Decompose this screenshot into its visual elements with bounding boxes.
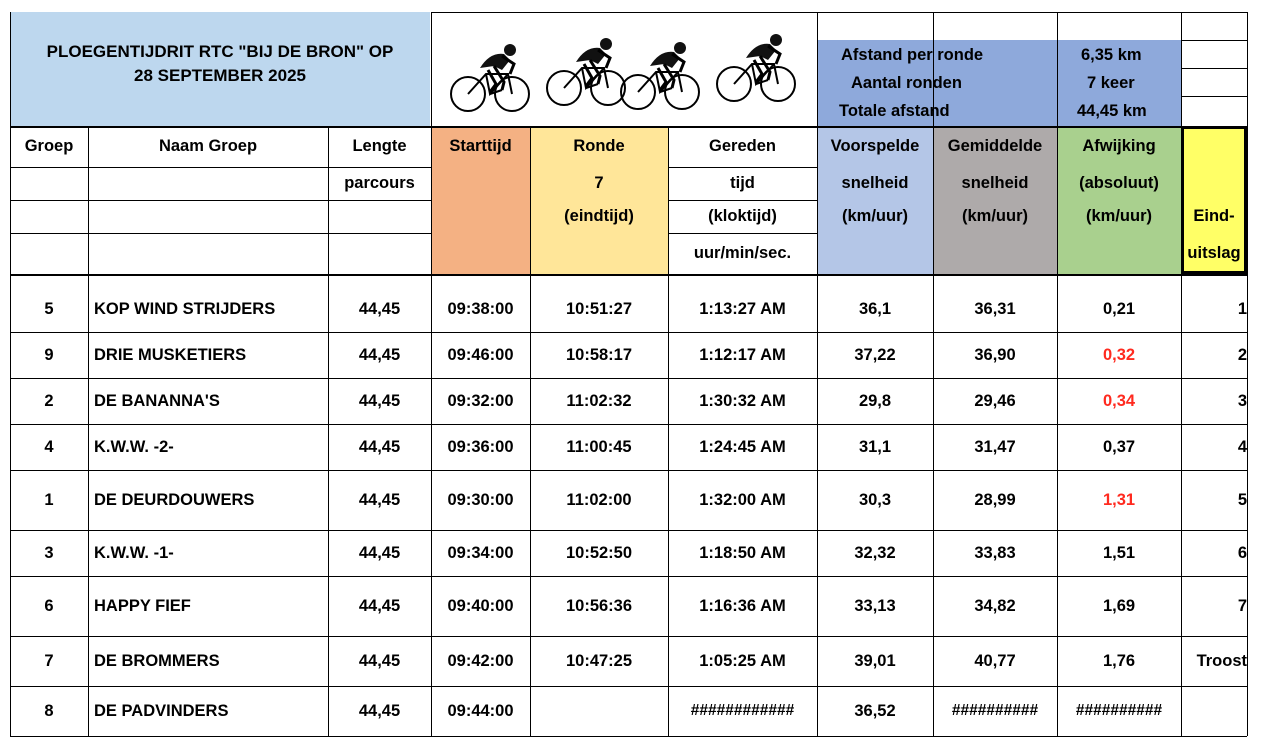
- header-gereden-line-1: Gereden: [709, 137, 776, 155]
- grid-vline: [530, 126, 531, 736]
- row-8-ronde: 10:47:25: [565, 651, 633, 670]
- header-uitslag-line-4: uitslag: [1187, 244, 1241, 262]
- row-4-groep: 4: [44, 437, 54, 456]
- row-9-start: 09:44:00: [447, 701, 514, 720]
- grid-vline: [88, 126, 89, 736]
- header-afwijking-line-1: Afwijking: [1082, 137, 1156, 155]
- header-ronde-line-3: (eindtijd): [564, 207, 634, 225]
- header-ronde-line-4: [530, 233, 668, 274]
- grid-hline: [10, 332, 1247, 333]
- row-8-start: 09:42:00: [447, 651, 514, 670]
- header-naam-line-3: [88, 200, 328, 233]
- row-7-afwijking: 1,69: [1102, 596, 1136, 615]
- header-naam-line-2: [88, 167, 328, 200]
- row-6-lengte: 44,45: [358, 543, 401, 562]
- grid-hline: [10, 686, 1247, 687]
- row-5-naam: DE DEURDOUWERS: [94, 490, 255, 509]
- grid-hline: [10, 424, 1247, 425]
- grid-vline: [431, 126, 432, 736]
- row-8-gemiddelde: 40,77: [974, 651, 1016, 670]
- row-3-uitslag: 3: [1237, 391, 1247, 410]
- grid-vline: [328, 126, 329, 736]
- info-label-total-distance: Totale afstand: [839, 102, 950, 120]
- header-afwijking-line-2: (absoluut): [1079, 174, 1159, 192]
- row-2-afwijking: 0,32: [1102, 345, 1136, 364]
- row-5-gereden: 1:32:00 AM: [699, 490, 786, 509]
- row-3-start: 09:32:00: [447, 391, 514, 410]
- row-3-naam: DE BANANNA'S: [94, 391, 220, 410]
- header-gemiddelde-line-3: (km/uur): [962, 207, 1028, 225]
- grid-hline: [668, 233, 817, 234]
- row-1-voorspelde: 36,1: [858, 299, 892, 318]
- row-2-gereden: 1:12:17 AM: [699, 345, 786, 364]
- row-1-gereden: 1:13:27 AM: [699, 299, 786, 318]
- row-8-gereden: 1:05:25 AM: [699, 651, 786, 670]
- row-5-gemiddelde: 28,99: [974, 490, 1016, 509]
- row-9-gereden: ############: [690, 702, 795, 719]
- header-lengte-line-4: [328, 233, 431, 274]
- row-5-afwijking: 1,31: [1102, 490, 1136, 509]
- header-lengte-line-2: parcours: [344, 174, 415, 192]
- header-naam-line-1: Naam Groep: [158, 137, 258, 155]
- grid-hline: [10, 736, 1247, 737]
- row-1-groep: 5: [44, 299, 54, 318]
- grid-vline: [817, 12, 818, 736]
- header-gereden-line-2: tijd: [730, 174, 755, 192]
- row-7-gemiddelde: 34,82: [974, 596, 1016, 615]
- header-lengte-line-1: Lengte: [352, 137, 407, 155]
- row-1-afwijking: 0,21: [1102, 299, 1136, 318]
- row-4-voorspelde: 31,1: [858, 437, 892, 456]
- grid-vline: [431, 12, 432, 126]
- header-groep-line-3: [10, 200, 88, 233]
- row-7-groep: 6: [44, 596, 54, 615]
- row-7-naam: HAPPY FIEF: [94, 596, 191, 615]
- row-5-uitslag: 5: [1237, 490, 1247, 509]
- header-voorspelde-line-1: Voorspelde: [830, 137, 920, 155]
- grid-vline: [1247, 12, 1248, 736]
- header-gereden-line-4: uur/min/sec.: [693, 244, 792, 262]
- row-8-naam: DE BROMMERS: [94, 651, 220, 670]
- header-groep-line-2: [10, 167, 88, 200]
- row-8-voorspelde: 39,01: [854, 651, 896, 670]
- header-voorspelde-line-2: snelheid: [841, 174, 909, 192]
- race-info-box: [817, 40, 1181, 126]
- row-9-uitslag: [1181, 686, 1251, 736]
- grid-hline: [10, 378, 1247, 379]
- grid-vline: [1181, 12, 1182, 736]
- row-6-uitslag: 6: [1237, 543, 1247, 562]
- cyclist-icon: [621, 42, 699, 109]
- grid-vline: [668, 126, 669, 736]
- row-5-groep: 1: [44, 490, 54, 509]
- row-9-gemiddelde: ##########: [951, 702, 1039, 719]
- grid-hline: [10, 274, 1247, 276]
- header-afwijking-line-4: [1057, 233, 1181, 274]
- header-uitslag-line-3: Eind-: [1193, 207, 1235, 225]
- row-2-uitslag: 2: [1237, 345, 1247, 364]
- info-label-distance-per-lap: Afstand per ronde: [841, 46, 984, 64]
- row-8-groep: 7: [44, 651, 54, 670]
- grid-hline: [10, 167, 431, 168]
- header-uitslag-line-1: [1181, 126, 1247, 167]
- title-line-1: PLOEGENTIJDRIT RTC "BIJ DE BRON" OP: [46, 42, 394, 61]
- cyclist-icon: [451, 44, 529, 111]
- grid-hline: [10, 530, 1247, 531]
- row-1-lengte: 44,45: [358, 299, 401, 318]
- row-5-start: 09:30:00: [447, 490, 514, 509]
- grid-hline: [10, 470, 1247, 471]
- row-2-start: 09:46:00: [447, 345, 514, 364]
- header-lengte-line-3: [328, 200, 431, 233]
- cyclist-icon: [547, 38, 625, 105]
- grid-vline: [10, 12, 11, 126]
- header-starttijd-line-2: [431, 167, 530, 200]
- row-1-ronde: 10:51:27: [565, 299, 633, 318]
- row-5-lengte: 44,45: [358, 490, 401, 509]
- row-6-naam: K.W.W. -1-: [94, 543, 174, 562]
- row-1-start: 09:38:00: [447, 299, 514, 318]
- row-6-gemiddelde: 33,83: [974, 543, 1016, 562]
- row-4-uitslag: 4: [1237, 437, 1247, 456]
- row-4-gemiddelde: 31,47: [974, 437, 1016, 456]
- row-9-voorspelde: 36,52: [854, 701, 896, 720]
- row-2-naam: DRIE MUSKETIERS: [94, 345, 247, 364]
- header-voorspelde-line-3: (km/uur): [842, 207, 908, 225]
- grid-vline: [10, 126, 11, 736]
- row-1-uitslag: 1: [1237, 299, 1247, 318]
- row-1-gemiddelde: 36,31: [974, 299, 1016, 318]
- grid-hline: [10, 636, 1247, 637]
- header-ronde-line-1: Ronde: [573, 137, 625, 155]
- row-4-naam: K.W.W. -2-: [94, 437, 174, 456]
- grid-hline: [668, 167, 817, 168]
- row-1-naam: KOP WIND STRIJDERS: [94, 299, 276, 318]
- header-voorspelde-line-4: [817, 233, 933, 274]
- grid-hline: [10, 233, 431, 234]
- grid-hline: [668, 200, 817, 201]
- info-value-distance-per-lap: 6,35 km: [1081, 46, 1142, 64]
- row-9-afwijking: ##########: [1075, 702, 1163, 719]
- row-7-start: 09:40:00: [447, 596, 514, 615]
- row-6-voorspelde: 32,32: [854, 543, 896, 562]
- row-8-lengte: 44,45: [358, 651, 401, 670]
- row-4-afwijking: 0,37: [1102, 437, 1136, 456]
- row-3-voorspelde: 29,8: [858, 391, 892, 410]
- row-7-gereden: 1:16:36 AM: [699, 596, 786, 615]
- row-4-lengte: 44,45: [358, 437, 401, 456]
- header-afwijking-line-3: (km/uur): [1086, 207, 1152, 225]
- row-4-ronde: 11:00:45: [566, 437, 632, 456]
- grid-hline: [431, 12, 1247, 13]
- row-9-groep: 8: [44, 701, 54, 720]
- grid-hline: [1181, 68, 1247, 69]
- grid-hline: [10, 126, 1247, 128]
- row-9-lengte: 44,45: [358, 701, 401, 720]
- row-6-start: 09:34:00: [447, 543, 514, 562]
- row-9-naam: DE PADVINDERS: [94, 701, 229, 720]
- grid-hline: [1181, 96, 1247, 97]
- header-gemiddelde-line-1: Gemiddelde: [947, 137, 1043, 155]
- header-gereden-line-3: (kloktijd): [708, 207, 777, 225]
- row-6-groep: 3: [44, 543, 54, 562]
- header-starttijd-line-1: Starttijd: [449, 137, 512, 155]
- row-5-voorspelde: 30,3: [858, 490, 892, 509]
- row-8-afwijking: 1,76: [1102, 651, 1136, 670]
- header-gemiddelde-line-2: snelheid: [961, 174, 1029, 192]
- row-3-afwijking: 0,34: [1102, 391, 1136, 410]
- header-gemiddelde-line-4: [933, 233, 1057, 274]
- grid-hline: [10, 576, 1247, 577]
- row-3-gereden: 1:30:32 AM: [699, 391, 786, 410]
- row-9-ronde: [530, 686, 668, 736]
- row-6-ronde: 10:52:50: [565, 543, 633, 562]
- row-3-groep: 2: [44, 391, 54, 410]
- row-2-gemiddelde: 36,90: [974, 345, 1016, 364]
- row-6-gereden: 1:18:50 AM: [699, 543, 786, 562]
- row-7-lengte: 44,45: [358, 596, 401, 615]
- row-3-gemiddelde: 29,46: [974, 391, 1016, 410]
- row-3-lengte: 44,45: [358, 391, 401, 410]
- row-2-groep: 9: [44, 345, 54, 364]
- row-8-uitslag: Troost: [1196, 651, 1247, 670]
- cyclist-icon: [717, 34, 795, 101]
- info-value-total-distance: 44,45 km: [1077, 102, 1147, 120]
- header-starttijd-line-3: [431, 200, 530, 233]
- header-groep-line-4: [10, 233, 88, 274]
- row-3-ronde: 11:02:32: [566, 391, 632, 410]
- row-5-ronde: 11:02:00: [566, 490, 632, 509]
- row-4-gereden: 1:24:45 AM: [699, 437, 786, 456]
- header-starttijd-line-4: [431, 233, 530, 274]
- title-block: [10, 12, 430, 126]
- header-uitslag-line-2: [1181, 167, 1247, 200]
- row-2-ronde: 10:58:17: [565, 345, 633, 364]
- cyclists-illustration: [436, 14, 814, 122]
- row-4-start: 09:36:00: [447, 437, 514, 456]
- info-label-laps: Aantal ronden: [851, 74, 962, 92]
- row-7-voorspelde: 33,13: [854, 596, 896, 615]
- grid-vline: [1057, 12, 1058, 736]
- row-2-lengte: 44,45: [358, 345, 401, 364]
- header-groep-line-1: Groep: [24, 137, 74, 155]
- info-value-laps: 7 keer: [1087, 74, 1135, 92]
- header-ronde-line-2: 7: [594, 174, 604, 192]
- title-line-2: 28 SEPTEMBER 2025: [134, 66, 306, 85]
- grid-hline: [10, 200, 431, 201]
- row-6-afwijking: 1,51: [1102, 543, 1136, 562]
- row-2-voorspelde: 37,22: [854, 345, 896, 364]
- row-7-uitslag: 7: [1237, 596, 1247, 615]
- grid-hline: [1181, 40, 1247, 41]
- grid-vline: [933, 12, 934, 736]
- header-naam-line-4: [88, 233, 328, 274]
- row-7-ronde: 10:56:36: [565, 596, 633, 615]
